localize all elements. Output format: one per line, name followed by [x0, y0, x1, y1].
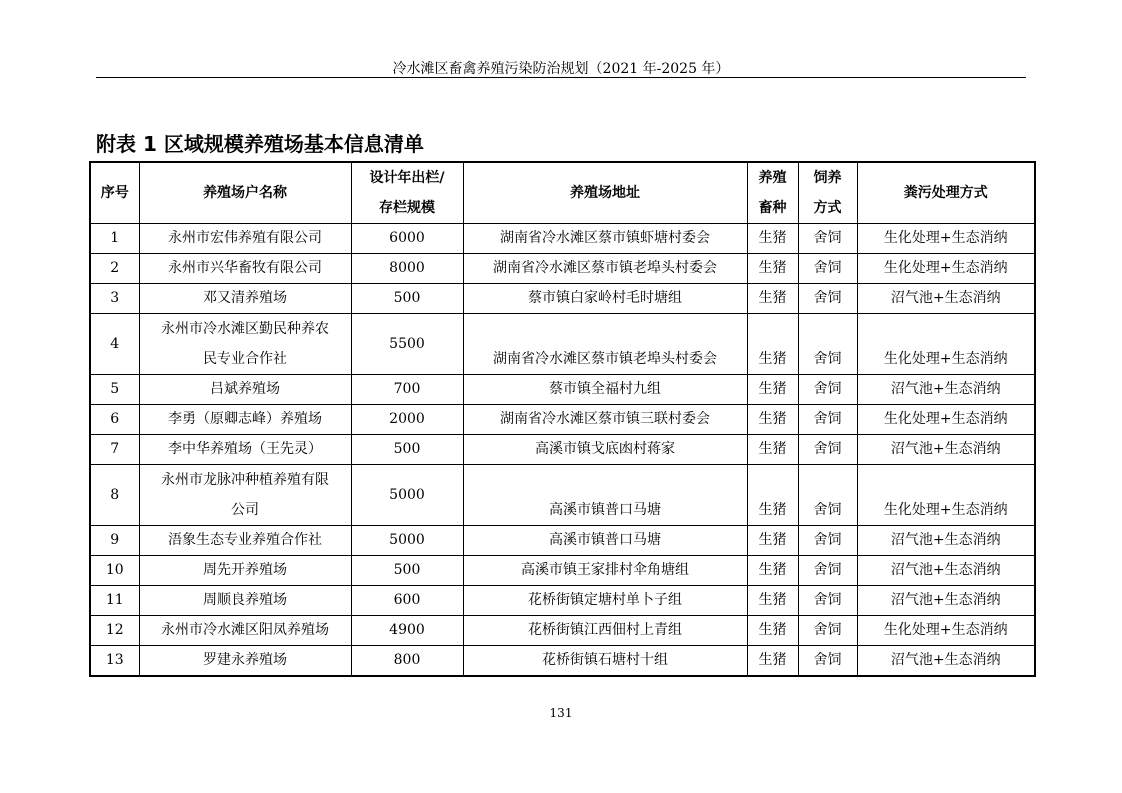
cell-manure: 沼气池+生态消纳 [857, 586, 1035, 616]
cell-scale: 800 [351, 646, 463, 677]
cell-name-line1: 永州市冷水滩区勤民种养农 [161, 321, 329, 337]
cell-method: 舍饲 [798, 314, 857, 375]
cell-name: 周先开养殖场 [139, 556, 351, 586]
cell-species: 生猪 [747, 616, 798, 646]
table-row [90, 314, 1035, 375]
header-address: 养殖场地址 [463, 162, 747, 224]
table-row [90, 254, 1035, 284]
cell-index: 8 [90, 465, 139, 526]
header-method-line1: 饲养 [813, 170, 842, 186]
cell-address: 湖南省冷水滩区蔡市镇三联村委会 [463, 405, 747, 435]
cell-species: 生猪 [747, 224, 798, 254]
cell-scale: 600 [351, 586, 463, 616]
cell-method: 舍饲 [798, 646, 857, 677]
cell-method: 舍饲 [798, 556, 857, 586]
cell-index: 2 [90, 254, 139, 284]
cell-name: 邓又清养殖场 [139, 284, 351, 314]
cell-index: 6 [90, 405, 139, 435]
cell-manure: 生化处理+生态消纳 [857, 314, 1035, 375]
section-title: 附表 1 区域规模养殖场基本信息清单 [96, 132, 424, 156]
cell-species: 生猪 [747, 586, 798, 616]
cell-manure: 生化处理+生态消纳 [857, 405, 1035, 435]
cell-method: 舍饲 [798, 465, 857, 526]
cell-species: 生猪 [747, 375, 798, 405]
header-species [747, 162, 798, 224]
table-header-row [90, 162, 1035, 224]
cell-method: 舍饲 [798, 586, 857, 616]
cell-species: 生猪 [747, 405, 798, 435]
cell-method: 舍饲 [798, 224, 857, 254]
cell-scale: 5500 [351, 314, 463, 375]
table-row [90, 586, 1035, 616]
cell-index: 10 [90, 556, 139, 586]
cell-species: 生猪 [747, 465, 798, 526]
cell-index: 4 [90, 314, 139, 375]
cell-index: 7 [90, 435, 139, 465]
cell-scale: 2000 [351, 405, 463, 435]
cell-address: 花桥街镇石塘村十组 [463, 646, 747, 677]
table-row [90, 646, 1035, 677]
cell-name: 永州市宏伟养殖有限公司 [139, 224, 351, 254]
cell-index: 11 [90, 586, 139, 616]
cell-address: 湖南省冷水滩区蔡市镇老埠头村委会 [463, 254, 747, 284]
cell-name: 永州市冷水滩区阳凤养殖场 [139, 616, 351, 646]
table-row [90, 556, 1035, 586]
cell-manure: 沼气池+生态消纳 [857, 526, 1035, 556]
cell-species: 生猪 [747, 314, 798, 375]
cell-method: 舍饲 [798, 405, 857, 435]
cell-name: 吕斌养殖场 [139, 375, 351, 405]
cell-species: 生猪 [747, 254, 798, 284]
cell-scale: 5000 [351, 465, 463, 526]
cell-scale: 500 [351, 556, 463, 586]
cell-address: 湖南省冷水滩区蔡市镇老埠头村委会 [463, 314, 747, 375]
cell-manure: 生化处理+生态消纳 [857, 616, 1035, 646]
cell-name: 李勇（原卿志峰）养殖场 [139, 405, 351, 435]
cell-name: 永州市兴华畜牧有限公司 [139, 254, 351, 284]
cell-manure: 沼气池+生态消纳 [857, 375, 1035, 405]
header-divider [96, 77, 1026, 78]
table-row [90, 435, 1035, 465]
table-row [90, 465, 1035, 526]
cell-name: 浯象生态专业养殖合作社 [139, 526, 351, 556]
cell-manure: 生化处理+生态消纳 [857, 465, 1035, 526]
cell-species: 生猪 [747, 284, 798, 314]
cell-address: 蔡市镇全福村九组 [463, 375, 747, 405]
cell-address: 高溪市镇普口马塘 [463, 526, 747, 556]
header-species-line2: 畜种 [758, 200, 787, 216]
cell-manure: 沼气池+生态消纳 [857, 284, 1035, 314]
page-header-title: 冷水滩区畜禽养殖污染防治规划（2021 年-2025 年） [392, 61, 730, 77]
cell-method: 舍饲 [798, 435, 857, 465]
cell-name [139, 314, 351, 375]
cell-scale: 6000 [351, 224, 463, 254]
cell-species: 生猪 [747, 435, 798, 465]
cell-address: 湖南省冷水滩区蔡市镇虾塘村委会 [463, 224, 747, 254]
cell-name [139, 465, 351, 526]
page-number: 131 [549, 706, 573, 720]
cell-method: 舍饲 [798, 375, 857, 405]
header-scale-line1: 设计年出栏/ [369, 170, 445, 186]
cell-name-line2: 民专业合作社 [203, 351, 287, 367]
cell-manure: 生化处理+生态消纳 [857, 254, 1035, 284]
table-row [90, 375, 1035, 405]
header-manure: 粪污处理方式 [857, 162, 1035, 224]
cell-method: 舍饲 [798, 616, 857, 646]
cell-name: 李中华养殖场（王先灵） [139, 435, 351, 465]
cell-address: 蔡市镇白家岭村毛时塘组 [463, 284, 747, 314]
cell-index: 3 [90, 284, 139, 314]
farm-info-table [89, 161, 1036, 677]
cell-scale: 500 [351, 284, 463, 314]
cell-name: 周顺良养殖场 [139, 586, 351, 616]
table-row [90, 526, 1035, 556]
table-row [90, 405, 1035, 435]
cell-address: 花桥街镇定塘村单卜子组 [463, 586, 747, 616]
cell-name: 罗建永养殖场 [139, 646, 351, 677]
table-row [90, 616, 1035, 646]
cell-name-line1: 永州市龙脉冲种植养殖有限 [161, 472, 329, 488]
cell-species: 生猪 [747, 646, 798, 677]
cell-address: 花桥街镇江西佃村上青组 [463, 616, 747, 646]
cell-index: 13 [90, 646, 139, 677]
cell-method: 舍饲 [798, 526, 857, 556]
cell-species: 生猪 [747, 556, 798, 586]
cell-method: 舍饲 [798, 284, 857, 314]
cell-manure: 沼气池+生态消纳 [857, 646, 1035, 677]
cell-species: 生猪 [747, 526, 798, 556]
cell-scale: 8000 [351, 254, 463, 284]
table-row [90, 224, 1035, 254]
cell-manure: 沼气池+生态消纳 [857, 556, 1035, 586]
cell-name-line2: 公司 [231, 502, 259, 518]
cell-scale: 4900 [351, 616, 463, 646]
header-name: 养殖场户名称 [139, 162, 351, 224]
cell-index: 9 [90, 526, 139, 556]
cell-scale: 500 [351, 435, 463, 465]
cell-scale: 700 [351, 375, 463, 405]
cell-index: 12 [90, 616, 139, 646]
cell-manure: 生化处理+生态消纳 [857, 224, 1035, 254]
header-scale [351, 162, 463, 224]
cell-scale: 5000 [351, 526, 463, 556]
header-method [798, 162, 857, 224]
cell-address: 高溪市镇戈底凼村蒋家 [463, 435, 747, 465]
header-scale-line2: 存栏规模 [379, 200, 435, 216]
header-method-line2: 方式 [813, 200, 842, 216]
cell-address: 高溪市镇普口马塘 [463, 465, 747, 526]
cell-address: 高溪市镇王家排村伞角塘组 [463, 556, 747, 586]
cell-method: 舍饲 [798, 254, 857, 284]
cell-manure: 沼气池+生态消纳 [857, 435, 1035, 465]
header-index: 序号 [90, 162, 139, 224]
cell-index: 1 [90, 224, 139, 254]
table-row [90, 284, 1035, 314]
header-species-line1: 养殖 [758, 170, 787, 186]
cell-index: 5 [90, 375, 139, 405]
